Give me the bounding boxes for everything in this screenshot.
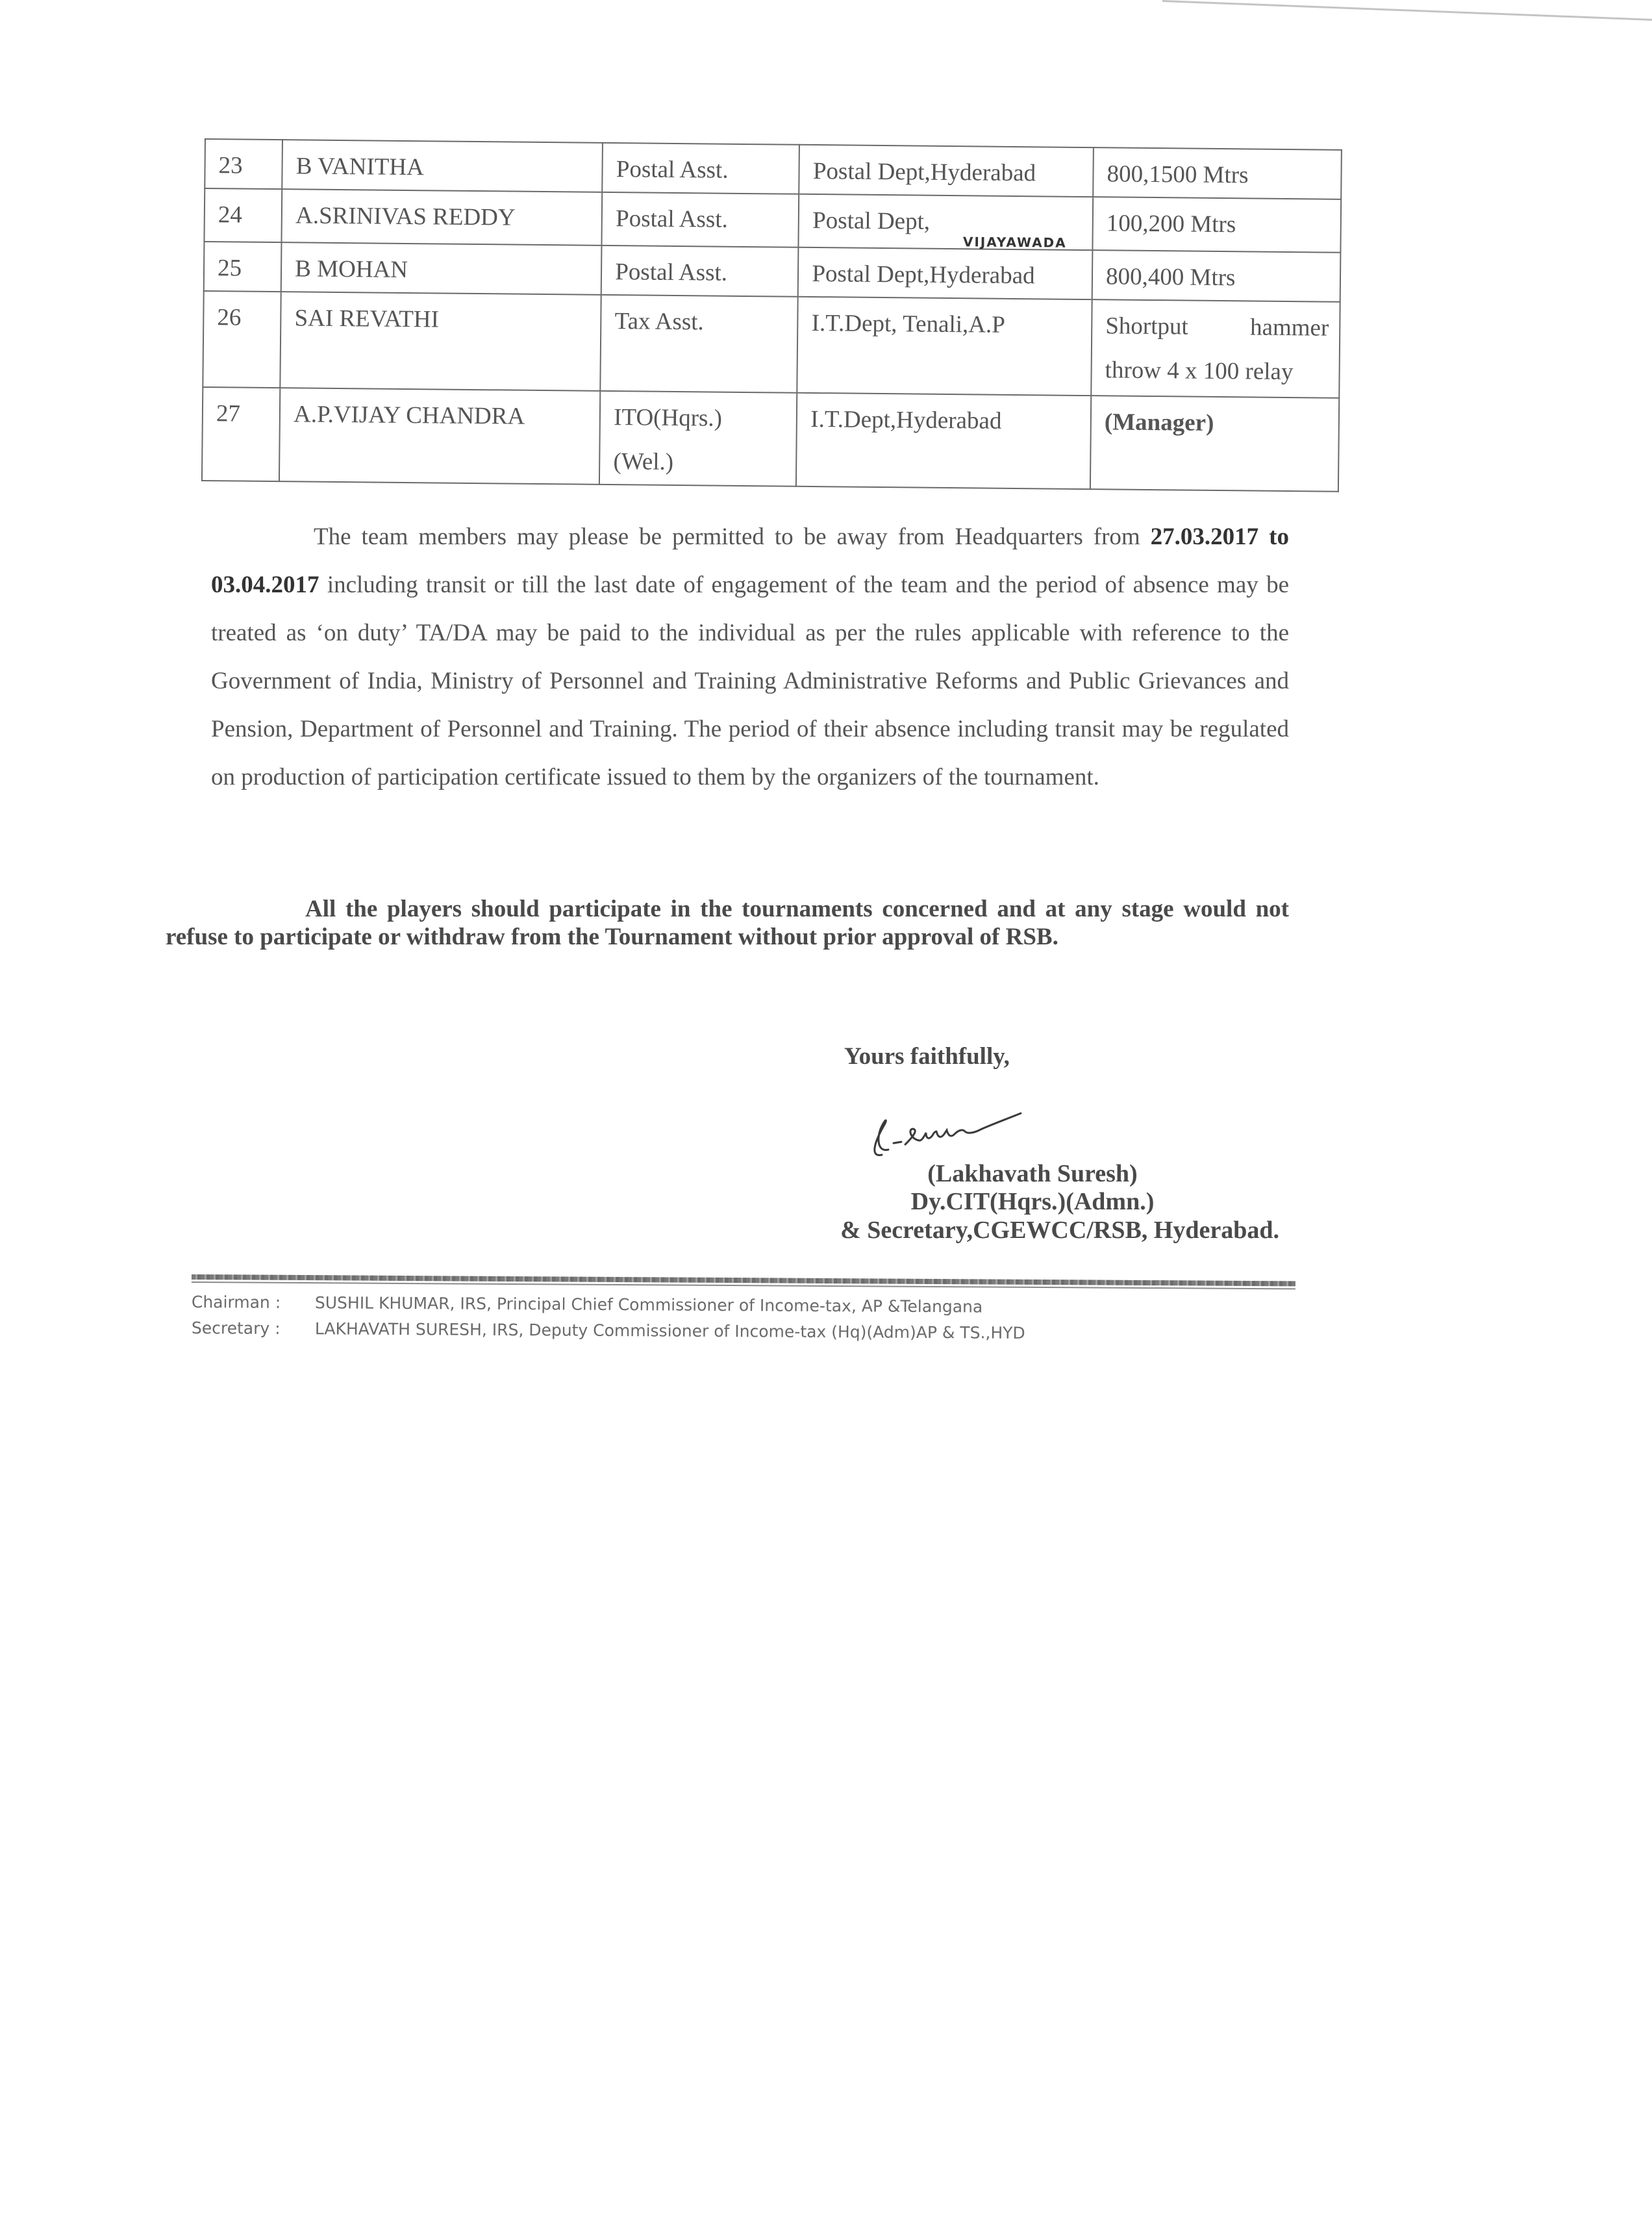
serial-number: 27 [202, 387, 281, 481]
designation-cell [599, 391, 797, 486]
designation-line-2: (Wel.) [613, 448, 674, 475]
serial-number: 23 [205, 139, 282, 189]
footer-chairman [192, 1293, 983, 1316]
event-cell [1091, 299, 1340, 398]
body-paragraph-2: All the players should participate in the tournaments concerned and at any stage would not refuse to participate or withdraw from the Tournament without prior approval of RSB. [166, 896, 1289, 950]
para1-start: The team members may please be permitted to be away from Headquarters from [314, 524, 1140, 550]
member-name: B VANITHA [282, 140, 603, 192]
closing: Yours faithfully, [844, 1043, 1010, 1070]
handwritten-office-note: VIJAYAWADA [962, 234, 1067, 251]
secretary-value: LAKHAVATH SURESH, IRS, Deputy Commissioner of Income-tax (Hq)(Adm)AP & TS.,HYD [314, 1319, 1025, 1343]
table-row [202, 387, 1339, 492]
event: Shortput hammer [1105, 312, 1329, 342]
event: 800,1500 Mtrs [1093, 147, 1342, 199]
member-name: B MOHAN [281, 242, 602, 295]
office: Postal Dept,Hyderabad [798, 247, 1092, 299]
serial-number: 25 [204, 242, 282, 292]
chairman-label: Chairman : [191, 1293, 281, 1312]
signatory-designation: Dy.CIT(Hqrs.)(Admn.) [910, 1188, 1155, 1215]
event: 100,200 Mtrs [1092, 197, 1341, 253]
member-name: A.SRINIVAS REDDY [282, 189, 603, 246]
member-name: A.P.VIJAY CHANDRA [279, 388, 600, 485]
event-line-2: throw 4 x 100 relay [1105, 357, 1294, 386]
footer-divider [192, 1274, 1295, 1290]
office: Postal Dept, [812, 207, 931, 235]
office: Postal Dept,Hyderabad [799, 145, 1094, 197]
footer-secretary [192, 1319, 1025, 1343]
designation: Postal Asst. [602, 192, 799, 247]
member-name: SAI REVATHI [281, 292, 601, 391]
signatory-name: (Lakhavath Suresh) [927, 1160, 1138, 1187]
signatory-office: & Secretary,CGEWCC/RSB, Hyderabad. [840, 1217, 1279, 1244]
serial-number: 26 [203, 291, 281, 388]
designation: Postal Asst. [601, 246, 799, 297]
scan-edge-line [1162, 0, 1652, 21]
office: I.T.Dept, Tenali,A.P [797, 297, 1092, 396]
designation: Postal Asst. [603, 143, 800, 194]
event: (Manager) [1090, 396, 1339, 492]
table-row [203, 291, 1340, 398]
body-paragraph-1 [211, 513, 1289, 802]
secretary-label: Secretary : [191, 1319, 281, 1338]
office-cell [799, 194, 1093, 250]
serial-number: 24 [204, 188, 282, 242]
date-range: 27.03.2017 to 03.04.2017 [211, 524, 1289, 598]
office: I.T.Dept,Hyderabad [796, 393, 1091, 489]
designation: ITO(Hqrs.) [613, 404, 723, 432]
team-members-table [201, 138, 1342, 492]
designation: Tax Asst. [601, 295, 799, 393]
chairman-value: SUSHIL KHUMAR, IRS, Principal Chief Commissioner of Income-tax, AP &Telangana [314, 1293, 983, 1317]
para1-rest: including transit or till the last date of engagement of the team and the period of absence may be treated as ‘on duty’ TA/DA may be paid to the individual as per the rules applicable with reference to the Government of India, Ministry of Personnel and Training Administrative Reforms and Public Grievances and Pension, Department of Personnel and Training. The period of their absence including transit may be regulated on production of participation certificate issued to them by the organizers of the tournament. [211, 572, 1289, 790]
event: 800,400 Mtrs [1092, 250, 1341, 302]
handwritten-signature [851, 1098, 1045, 1163]
